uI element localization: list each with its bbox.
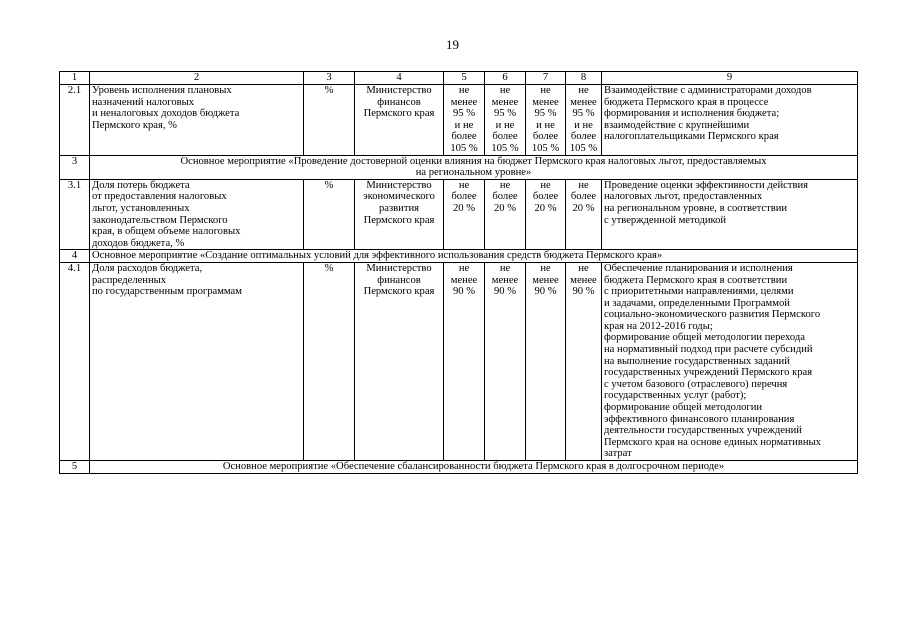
table-row	[60, 262, 858, 460]
indicator-name: Доля расходов бюджета, распределенных по государственным программам	[90, 262, 304, 460]
value-cell: не менее 95 % и не более 105 %	[485, 85, 526, 156]
table-row	[60, 85, 858, 156]
unit-cell: %	[304, 85, 355, 156]
value-cell: не более 20 %	[444, 179, 485, 250]
value-cell: не менее 90 %	[444, 262, 485, 460]
row-number: 3	[60, 155, 90, 179]
column-header: 2	[90, 72, 304, 85]
actions-cell: Обеспечение планирования и исполнения бюджета Пермского края в соответствии с приоритетными направлениями, целями и задачами, определенными Программой социально-экономического развития Пермского края на 2012-2016 годы; формирование общей методологии перехода на нормативный подход при расчете субсидий на выполнение государственных заданий государственных учреждений Пермского края с учетом базового (отраслевого) перечня государственных услуг (работ); формирование общей методологии эффективного финансового планирования деятельности государственных учреждений Пермского края на основе единых нормативных затрат	[602, 262, 858, 460]
section-row	[60, 250, 858, 263]
actions-cell: Проведение оценки эффективности действия налоговых льгот, предоставленных на региональном уровне, в соответствии с утвержденной методикой	[602, 179, 858, 250]
value-cell: не менее 95 % и не более 105 %	[444, 85, 485, 156]
column-header: 1	[60, 72, 90, 85]
section-title: Основное мероприятие «Создание оптимальных условий для эффективного использования средств бюджета Пермского края»	[90, 250, 858, 263]
column-header: 3	[304, 72, 355, 85]
section-row	[60, 461, 858, 474]
value-cell: не менее 90 %	[526, 262, 566, 460]
responsible-org: Министерство финансов Пермского края	[355, 85, 444, 156]
row-number: 2.1	[60, 85, 90, 156]
indicator-name: Уровень исполнения плановых назначений налоговых и неналоговых доходов бюджета Пермского края, %	[90, 85, 304, 156]
responsible-org: Министерство экономического развития Пермского края	[355, 179, 444, 250]
value-cell: не более 20 %	[485, 179, 526, 250]
value-cell: не более 20 %	[526, 179, 566, 250]
table-header-row	[60, 72, 858, 85]
page-number: 19	[446, 37, 459, 52]
column-header: 5	[444, 72, 485, 85]
unit-cell: %	[304, 179, 355, 250]
indicators-table	[59, 71, 858, 474]
indicator-name: Доля потерь бюджета от предоставления налоговых льгот, установленных законодательством Пермского края, в общем объеме налоговых доходов бюджета, %	[90, 179, 304, 250]
section-title: Основное мероприятие «Проведение достоверной оценки влияния на бюджет Пермского края налоговых льгот, предоставляемых на региональном уровне»	[90, 155, 858, 179]
actions-cell: Взаимодействие с администраторами доходов бюджета Пермского края в процессе формирования и исполнения бюджета; взаимодействие с крупнейшими налогоплательщиками Пермского края	[602, 85, 858, 156]
row-number: 5	[60, 461, 90, 474]
value-cell: не менее 95 % и не более 105 %	[526, 85, 566, 156]
row-number: 3.1	[60, 179, 90, 250]
section-title: Основное мероприятие «Обеспечение сбалансированности бюджета Пермского края в долгосрочном периоде»	[90, 461, 858, 474]
column-header: 9	[602, 72, 858, 85]
column-header: 4	[355, 72, 444, 85]
unit-cell: %	[304, 262, 355, 460]
value-cell: не менее 90 %	[485, 262, 526, 460]
row-number: 4.1	[60, 262, 90, 460]
value-cell: не менее 90 %	[566, 262, 602, 460]
value-cell: не более 20 %	[566, 179, 602, 250]
column-header: 7	[526, 72, 566, 85]
section-row	[60, 155, 858, 179]
responsible-org: Министерство финансов Пермского края	[355, 262, 444, 460]
value-cell: не менее 95 % и не более 105 %	[566, 85, 602, 156]
table-row	[60, 179, 858, 250]
column-header: 8	[566, 72, 602, 85]
row-number: 4	[60, 250, 90, 263]
column-header: 6	[485, 72, 526, 85]
